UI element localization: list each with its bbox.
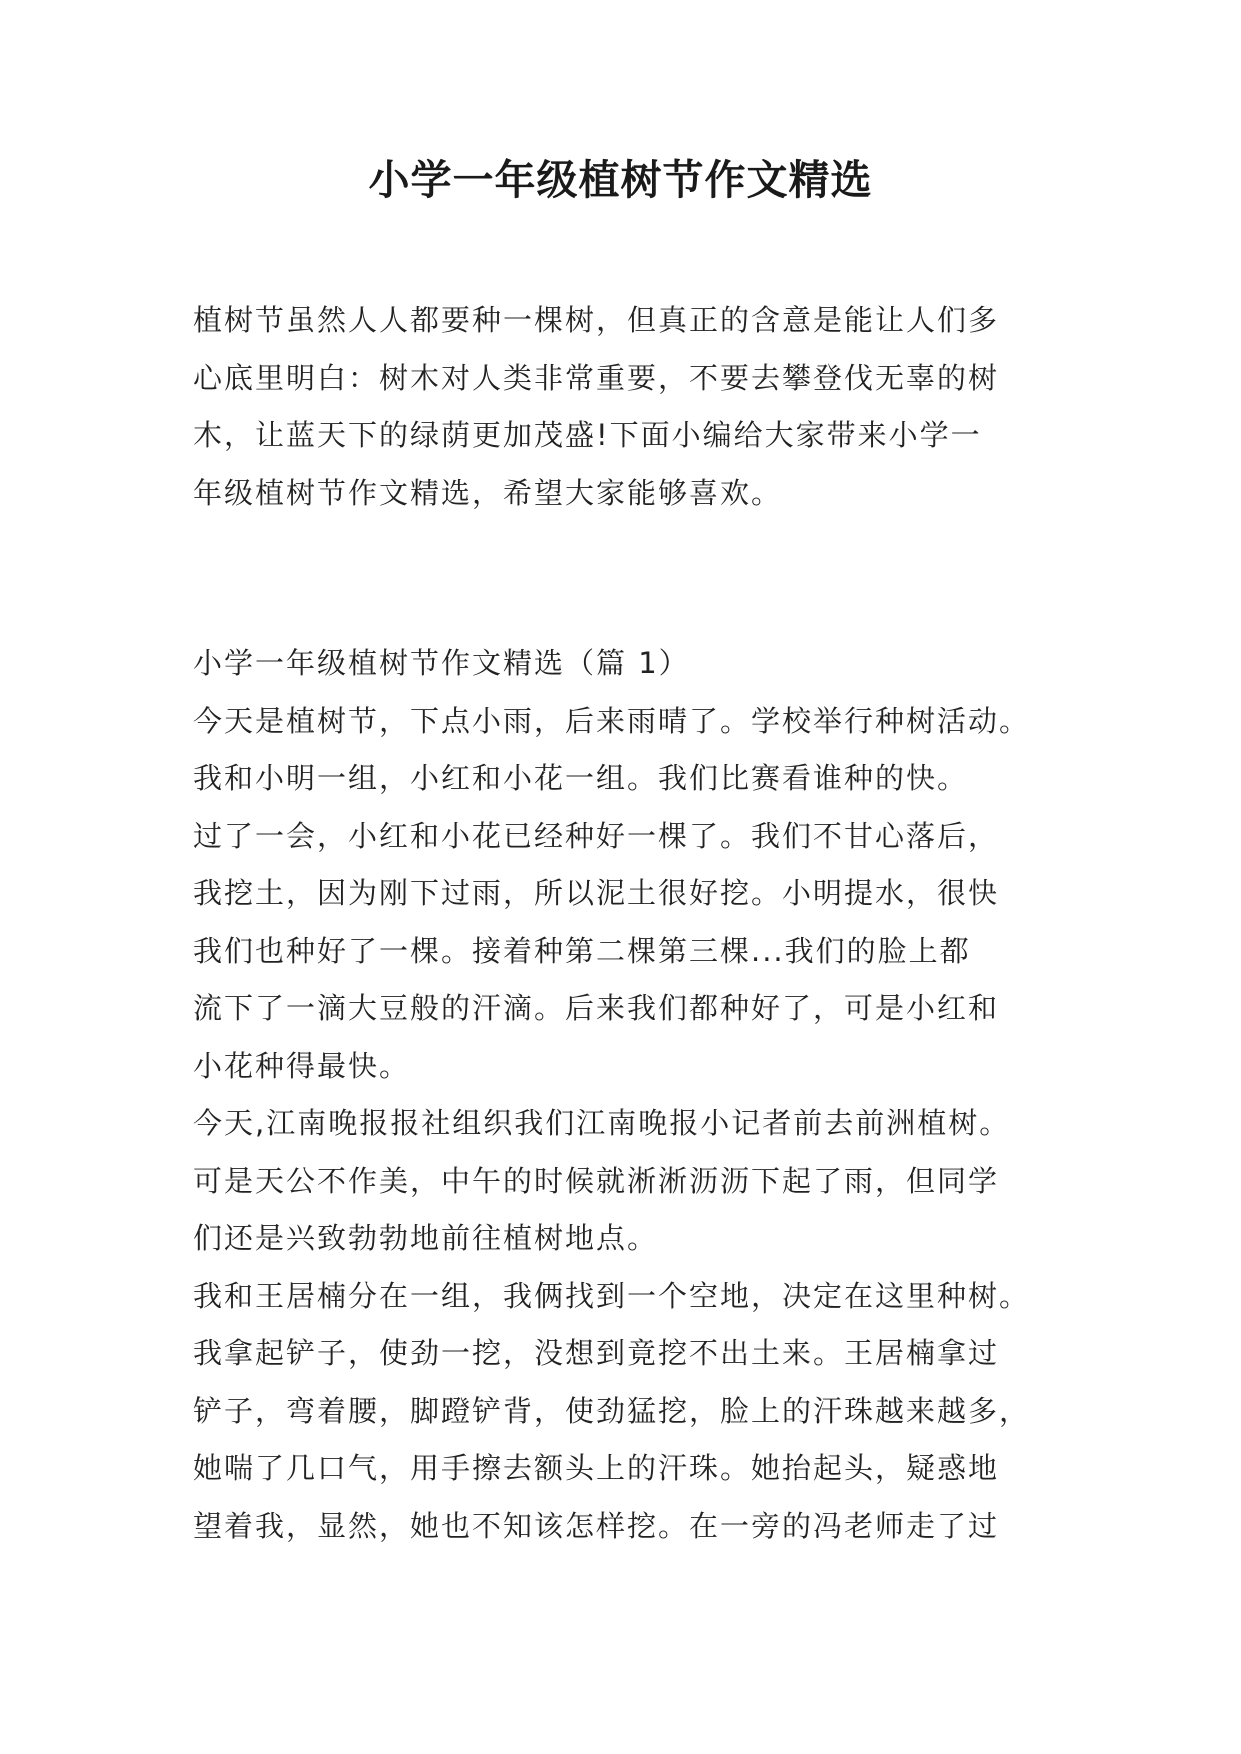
body-line: 今天,江南晚报报社组织我们江南晚报小记者前去前洲植树。 (193, 1106, 1011, 1140)
essay-body (193, 635, 1073, 1555)
intro-paragraph (193, 292, 1073, 522)
body-line: 我拿起铲子，使劲一挖，没想到竟挖不出土来。王居楠拿过 (193, 1336, 1000, 1370)
intro-line: 心底里明白：树木对人类非常重要，不要去攀登伐无辜的树 (193, 360, 1000, 395)
body-line: 铲子，弯着腰，脚蹬铲背，使劲猛挖，脸上的汗珠越来越多， (193, 1393, 1031, 1428)
body-line: 可是天公不作美，中午的时候就淅淅沥沥下起了雨，但同学 (193, 1163, 1000, 1198)
body-line: 今天是植树节，下点小雨，后来雨晴了。学校举行种树活动。 (193, 703, 1031, 738)
intro-line: 木，让蓝天下的绿荫更加茂盛!下面小编给大家带来小学一 (193, 418, 982, 452)
body-line: 我挖土，因为刚下过雨，所以泥土很好挖。小明提水，很快 (193, 876, 1000, 910)
intro-line: 植树节虽然人人都要种一棵树，但真正的含意是能让人们多 (193, 303, 1000, 337)
body-line: 我和王居楠分在一组，我俩找到一个空地，决定在这里种树。 (193, 1278, 1031, 1313)
body-line: 过了一会，小红和小花已经种好一棵了。我们不甘心落后， (193, 818, 1000, 853)
body-line: 小花种得最快。 (193, 1048, 411, 1083)
body-line: 望着我，显然，她也不知该怎样挖。在一旁的冯老师走了过 (193, 1508, 1000, 1543)
document-title: 小学一年级植树节作文精选 (368, 156, 873, 204)
body-line: 她喘了几口气，用手擦去额头上的汗珠。她抬起头，疑惑地 (193, 1451, 1000, 1485)
section-heading: 小学一年级植树节作文精选（篇 1） (193, 646, 690, 680)
body-line: 我们也种好了一棵。接着种第二棵第三棵...我们的脸上都 (193, 933, 971, 968)
body-line: 流下了一滴大豆般的汗滴。后来我们都种好了，可是小红和 (193, 991, 1000, 1025)
body-line: 我和小明一组，小红和小花一组。我们比赛看谁种的快。 (193, 761, 969, 795)
intro-line: 年级植树节作文精选，希望大家能够喜欢。 (193, 475, 783, 510)
body-line: 们还是兴致勃勃地前往植树地点。 (193, 1221, 659, 1255)
